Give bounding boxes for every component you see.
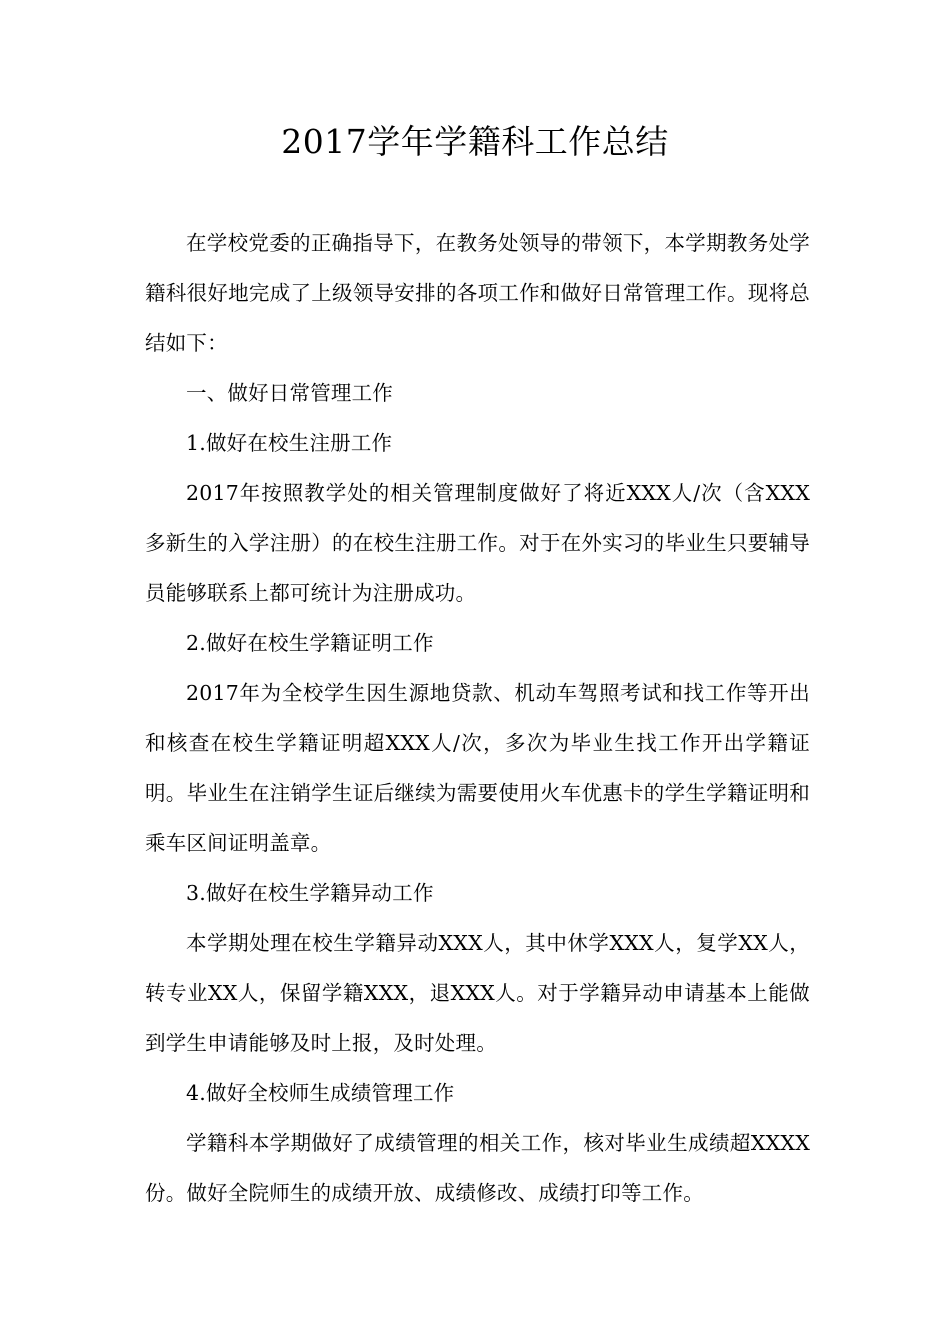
- item-2-heading: 2.做好在校生学籍证明工作: [186, 631, 434, 655]
- item-4-heading: 4.做好全校师生成绩管理工作: [186, 1081, 455, 1105]
- item-3-heading: 3.做好在校生学籍异动工作: [186, 881, 434, 905]
- item-3-paragraph: 本学期处理在校生学籍异动XXX人，其中休学XXX人，复学XX人，转专业XX人，保留学籍XXX，退XXX人。对于学籍异动申请基本上能做到学生申请能够及时上报，及时处理。: [145, 931, 810, 1055]
- item-4-paragraph: 学籍科本学期做好了成绩管理的相关工作，核对毕业生成绩超XXXX份。做好全院师生的成绩开放、成绩修改、成绩打印等工作。: [145, 1131, 810, 1205]
- intro-paragraph: 在学校党委的正确指导下，在教务处领导的带领下，本学期教务处学籍科很好地完成了上级领导安排的各项工作和做好日常管理工作。现将总结如下：: [145, 231, 810, 355]
- section-1-heading: 一、做好日常管理工作: [186, 381, 393, 405]
- item-2-paragraph: 2017年为全校学生因生源地贷款、机动车驾照考试和找工作等开出和核查在校生学籍证明超XXX人/次，多次为毕业生找工作开出学籍证明。毕业生在注销学生证后继续为需要使用火车优惠卡的学生学籍证明和乘车区间证明盖章。: [145, 681, 810, 855]
- item-1-paragraph: 2017年按照教学处的相关管理制度做好了将近XXX人/次（含XXX多新生的入学注册）的在校生注册工作。对于在外实习的毕业生只要辅导员能够联系上都可统计为注册成功。: [145, 481, 810, 605]
- item-1-heading: 1.做好在校生注册工作: [186, 431, 393, 455]
- document-title: 2017学年学籍科工作总结: [281, 122, 669, 161]
- document-body: [145, 218, 810, 1218]
